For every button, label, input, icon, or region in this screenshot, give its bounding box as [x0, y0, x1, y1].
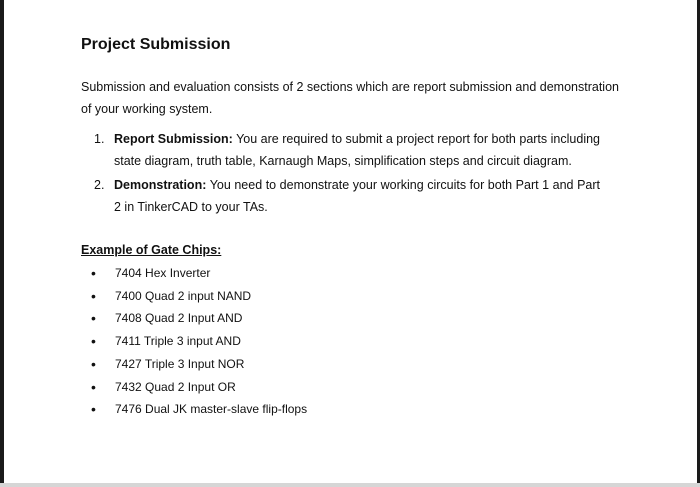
- document-page: [81, 34, 626, 421]
- section-item-report: [94, 128, 600, 172]
- list-item: [91, 307, 626, 330]
- list-item: [91, 262, 626, 285]
- left-page-border: [0, 0, 4, 487]
- bullet-icon: •: [91, 401, 96, 418]
- chip-list: [91, 262, 626, 421]
- section-description: You need to demonstrate your working circuits for both Part 1 and Part 2 in TinkerCAD to your TAs.: [114, 178, 600, 214]
- chip-name: 7427 Triple 3 Input NOR: [115, 356, 245, 371]
- bullet-icon: •: [91, 378, 96, 395]
- bottom-page-shade: [0, 483, 700, 487]
- chips-heading: Example of Gate Chips:: [81, 243, 222, 257]
- list-item: [91, 330, 626, 353]
- chip-name: 7432 Quad 2 Input OR: [115, 379, 236, 394]
- section-body: [114, 128, 600, 172]
- section-description: You are required to submit a project report for both parts including state diagram, truth table, Karnaugh Maps, simplification steps and circuit diagram.: [114, 132, 600, 168]
- chip-name: 7400 Quad 2 input NAND: [115, 288, 252, 303]
- section-item-demonstration: [94, 174, 600, 218]
- bullet-icon: •: [91, 333, 96, 350]
- section-number: 2.: [94, 178, 105, 192]
- list-item: [91, 285, 626, 308]
- section-label: Report Submission:: [114, 132, 233, 146]
- bullet-icon: •: [91, 310, 96, 327]
- bullet-icon: •: [91, 265, 96, 281]
- chip-name: 7476 Dual JK master-slave flip-flops: [115, 402, 308, 417]
- list-item: [91, 353, 626, 376]
- sections-list: [94, 128, 600, 218]
- section-label: Demonstration:: [114, 178, 207, 192]
- intro-paragraph: Submission and evaluation consists of 2 sections which are report submission and demonstration of your working system.: [81, 80, 619, 116]
- page-title: Project Submission: [81, 36, 231, 53]
- chip-name: 7411 Triple 3 input AND: [115, 334, 241, 349]
- list-item: [91, 398, 626, 421]
- bullet-icon: •: [91, 355, 96, 372]
- chip-name: 7404 Hex Inverter: [115, 266, 211, 280]
- bullet-icon: •: [91, 287, 96, 304]
- chip-name: 7408 Quad 2 Input AND: [115, 311, 243, 326]
- list-item: [91, 376, 626, 399]
- section-number: 1.: [94, 132, 105, 146]
- section-body: [114, 174, 600, 218]
